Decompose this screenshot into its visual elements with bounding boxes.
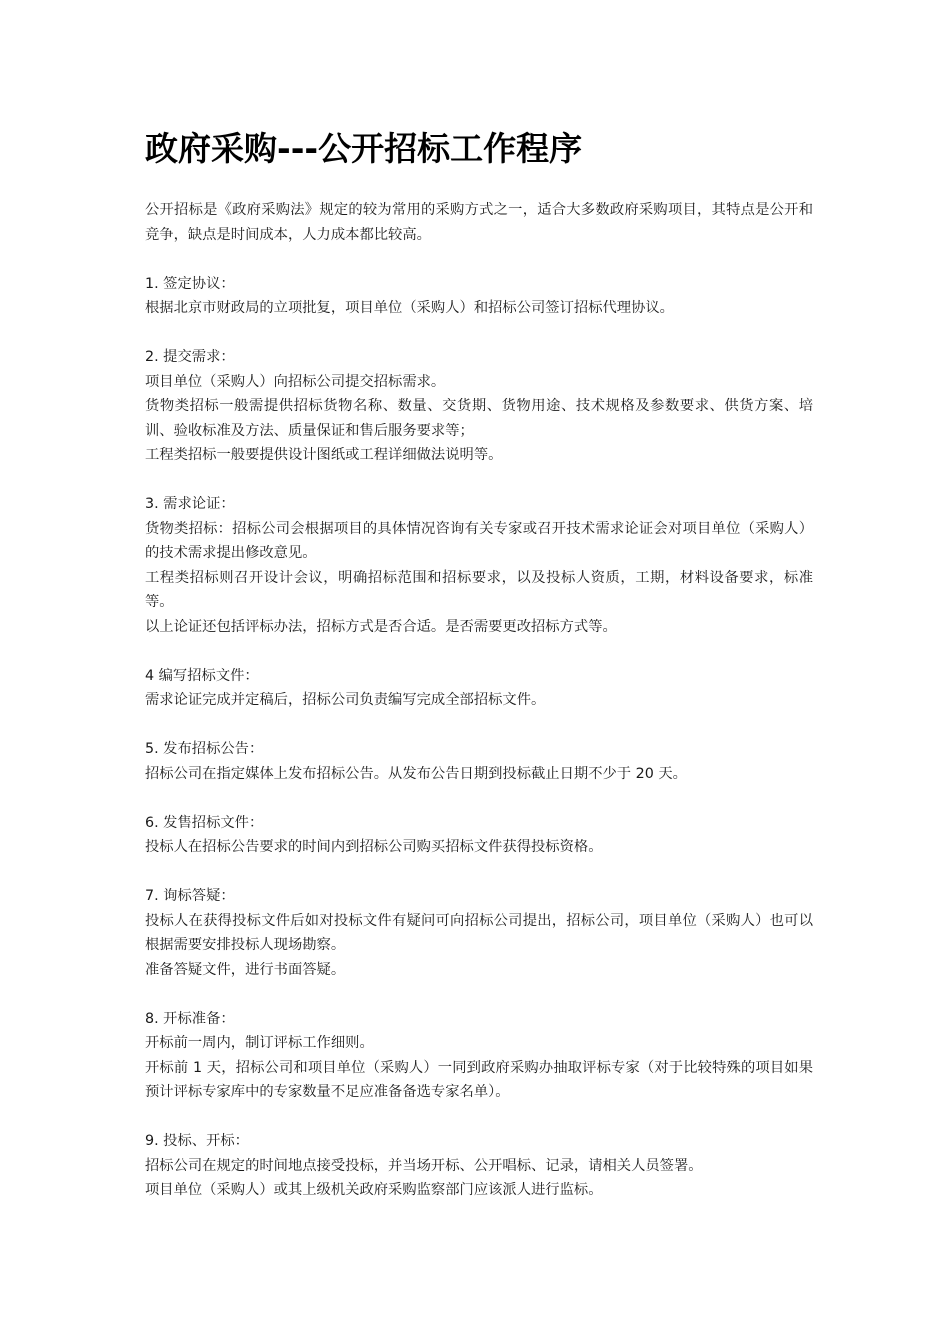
section-heading: 7. 询标答疑： bbox=[145, 888, 235, 904]
section-text-line: 工程类招标一般要提供设计图纸或工程详细做法说明等。 bbox=[145, 447, 503, 463]
section-8 bbox=[145, 1007, 813, 1105]
section-2 bbox=[145, 345, 813, 468]
section-heading: 2. 提交需求： bbox=[145, 349, 235, 365]
section-text-line: 根据北京市财政局的立项批复，项目单位（采购人）和招标公司签订招标代理协议。 bbox=[145, 300, 674, 316]
section-text-line: 货物类招标：招标公司会根据项目的具体情况咨询有关专家或召开技术需求论证会对项目单位（采购人）的技术需求提出修改意见。 bbox=[145, 520, 813, 561]
section-6 bbox=[145, 811, 813, 860]
section-text-line: 准备答疑文件，进行书面答疑。 bbox=[145, 961, 346, 978]
section-heading: 6. 发售招标文件： bbox=[145, 814, 264, 831]
document-title: 政府采购---公开招标工作程序 bbox=[145, 129, 583, 168]
section-heading: 5. 发布招标公告： bbox=[145, 741, 264, 757]
document-page bbox=[145, 126, 813, 1203]
sections-container bbox=[145, 272, 813, 1203]
section-text-line: 工程类招标则召开设计会议，明确招标范围和招标要求，以及投标人资质，工期，材料设备要求，标准等。 bbox=[145, 569, 813, 610]
section-text-line: 项目单位（采购人）向招标公司提交招标需求。 bbox=[145, 373, 446, 390]
section-text-line: 需求论证完成并定稿后，招标公司负责编写完成全部招标文件。 bbox=[145, 692, 546, 708]
section-5 bbox=[145, 737, 813, 786]
section-1 bbox=[145, 272, 813, 321]
section-9 bbox=[145, 1129, 813, 1203]
section-text-line: 投标人在获得投标文件后如对投标文件有疑问可向招标公司提出，招标公司，项目单位（采购人）也可以根据需要安排投标人现场勘察。 bbox=[145, 912, 813, 953]
section-heading: 3. 需求论证： bbox=[145, 496, 235, 512]
section-text-line: 开标前 1 天，招标公司和项目单位（采购人）一同到政府采购办抽取评标专家（对于比较特殊的项目如果预计评标专家库中的专家数量不足应准备备选专家名单）。 bbox=[145, 1059, 813, 1100]
section-heading: 8. 开标准备： bbox=[145, 1010, 235, 1027]
section-text-line: 以上论证还包括评标办法，招标方式是否合适。是否需要更改招标方式等。 bbox=[145, 618, 617, 635]
section-text-line: 货物类招标一般需提供招标货物名称、数量、交货期、货物用途、技术规格及参数要求、供货方案、培训、验收标准及方法、质量保证和售后服务要求等； bbox=[145, 398, 813, 439]
section-text-line: 招标公司在规定的时间地点接受投标，并当场开标、公开唱标、记录，请相关人员签署。 bbox=[145, 1157, 703, 1174]
section-7 bbox=[145, 884, 813, 982]
section-text-line: 项目单位（采购人）或其上级机关政府采购监察部门应该派人进行监标。 bbox=[145, 1182, 603, 1198]
section-text-line: 开标前一周内，制订评标工作细则。 bbox=[145, 1035, 374, 1051]
section-heading: 1. 签定协议： bbox=[145, 275, 235, 292]
section-4 bbox=[145, 664, 813, 713]
section-3 bbox=[145, 492, 813, 639]
intro-paragraph: 公开招标是《政府采购法》规定的较为常用的采购方式之一，适合大多数政府采购项目，其特点是公开和竞争，缺点是时间成本，人力成本都比较高。 bbox=[145, 202, 813, 243]
section-heading: 4 编写招标文件： bbox=[145, 667, 259, 684]
section-heading: 9. 投标、开标： bbox=[145, 1133, 249, 1149]
section-text-line: 招标公司在指定媒体上发布招标公告。从发布公告日期到投标截止日期不少于 20 天。 bbox=[145, 765, 687, 782]
section-text-line: 投标人在招标公告要求的时间内到招标公司购买招标文件获得投标资格。 bbox=[145, 839, 603, 855]
